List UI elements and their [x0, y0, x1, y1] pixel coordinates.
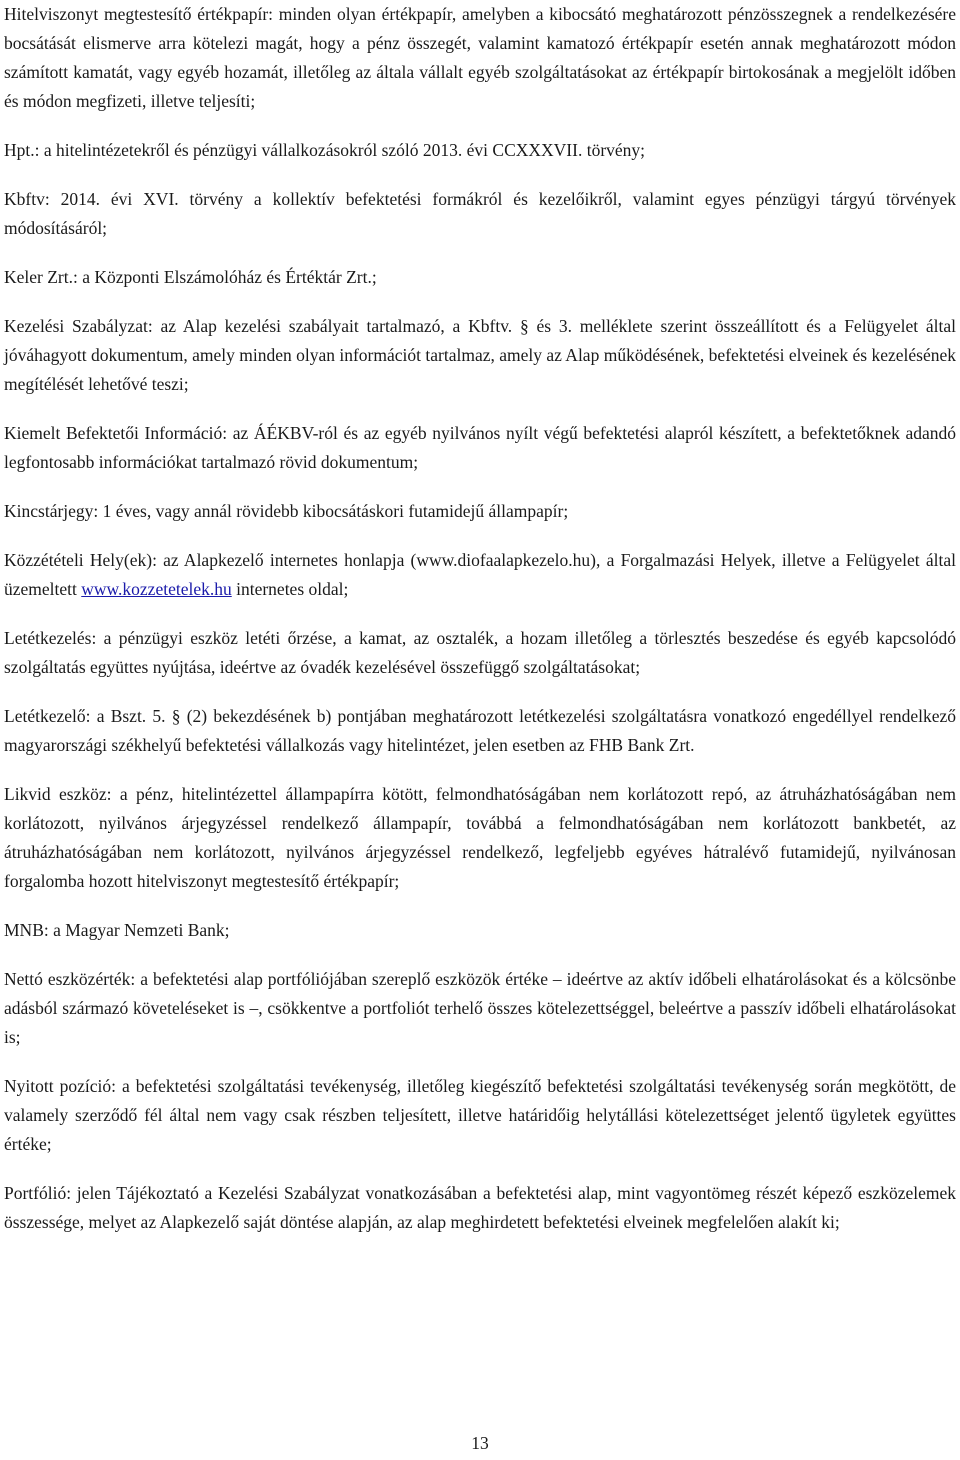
publication-text-before: Közzétételi Hely(ek): az Alapkezelő internetes honlapja (www.diofaalapkezelo.hu), a Forgalmazási Helyek, illetve a Felügyelet által üzemeltett [4, 550, 956, 599]
definition-hpt: Hpt.: a hitelintézetekről és pénzügyi vállalkozásokról szóló 2013. évi CCXXXVII. törvény; [4, 140, 646, 160]
definition-netto-eszkozertek: Nettó eszközérték: a befektetési alap portfóliójában szereplő eszközök értéke – ideértve az aktív időbeli elhatárolásokat és a kölcsönbe adásból származó követeléseket is –, csökkentve a portfoliót terhelő összes kötelezettséggel, beleértve a passzív időbeli elhatárolásokat is; [4, 969, 956, 1047]
definition-portfolio: Portfólió: jelen Tájékoztató a Kezelési Szabályzat vonatkozásában a befektetési alap, mint vagyontömeg részét képező eszközelemek összessége, melyet az Alapkezelő saját döntése alapján, az alap meghirdetett befektetési elveinek megfelelően alakít ki; [4, 1183, 956, 1232]
document-body [4, 0, 956, 1257]
definition-letetkezeles: Letétkezelés: a pénzügyi eszköz letéti őrzése, a kamat, az osztalék, a hozam illetőleg a törlesztés beszedése és egyéb kapcsolódó szolgáltatás együttes nyújtása, ideértve az óvadék kezelésével összefüggő szolgáltatásokat; [4, 628, 956, 677]
definition-keler: Keler Zrt.: a Központi Elszámolóház és Értéktár Zrt.; [4, 267, 377, 287]
definition-kezelesi-szabalyzat: Kezelési Szabályzat: az Alap kezelési szabályait tartalmazó, a Kbftv. § és 3. melléklete szerint összeállított és a Felügyelet által jóváhagyott dokumentum, amely minden olyan információt tartalmaz, amely az Alap működésének, befektetési elveinek és kezelésének megítélését lehetővé teszi; [4, 316, 956, 394]
definition-kbftv: Kbftv: 2014. évi XVI. törvény a kollektív befektetési formákról és kezelőikről, valamint egyes pénzügyi tárgyú törvények módosításáról; [4, 189, 956, 238]
definition-kincstarjegy: Kincstárjegy: 1 éves, vagy annál rövidebb kibocsátáskori futamidejű állampapír; [4, 501, 569, 521]
definition-hitelviszonyt: Hitelviszonyt megtestesítő értékpapír: minden olyan értékpapír, amelyben a kibocsátó meghatározott pénzösszegnek a rendelkezésére bocsátását elismerve arra kötelezi magát, hogy a pénz összegét, valamint kamatozó értékpapír esetén annak meghatározott módon számított kamatát, vagy egyéb hozamát, illetőleg az általa vállalt egyéb szolgáltatásokat az értékpapír birtokosának a megjelölt időben és módon megfizeti, illetve teljesíti; [4, 4, 956, 111]
publication-text-after: internetes oldal; [231, 579, 349, 599]
definition-likvid-eszkoz: Likvid eszköz: a pénz, hitelintézettel állampapírra kötött, felmondhatóságában nem korlátozott repó, az átruházhatóságában nem korlátozott, nyilvános árjegyzéssel rendelkező állampapír, továbbá a felmondhatóságában nem korlátozott bankbetét, az átruházhatóságában nem korlátozott, nyilvános árjegyzéssel rendelkező, legfeljebb egyéves hátralévő futamidejű, nyilvánosan forgalomba hozott hitelviszonyt megtestesítő értékpapír; [4, 784, 956, 891]
definition-kozzeteteli-hely [4, 546, 956, 604]
page-number: 13 [471, 1433, 489, 1453]
definition-nyitott-pozicio: Nyitott pozíció: a befektetési szolgáltatási tevékenység, illetőleg kiegészítő befektetési szolgáltatási tevékenység során megkötött, de valamely szerződő fél által nem vagy csak részben teljesített, illetve határidőig helytállási kötelezettséget jelentő ügyletek együttes értéke; [4, 1076, 956, 1154]
definition-mnb: MNB: a Magyar Nemzeti Bank; [4, 920, 230, 940]
definition-kiemelt-befektetoi-informacio: Kiemelt Befektetői Információ: az ÁÉKBV-ról és az egyéb nyilvános nyílt végű befektetési alapról készített, a befektetőknek adandó legfontosabb információkat tartalmazó rövid dokumentum; [4, 423, 956, 472]
definition-letetkezelo: Letétkezelő: a Bszt. 5. § (2) bekezdésének b) pontjában meghatározott letétkezelési szolgáltatásra vonatkozó engedéllyel rendelkező magyarországi székhelyű befektetési vállalkozás vagy hitelintézet, jelen esetben az FHB Bank Zrt. [4, 706, 956, 755]
kozzetetelek-link[interactable]: www.kozzetetelek.hu [81, 579, 232, 599]
